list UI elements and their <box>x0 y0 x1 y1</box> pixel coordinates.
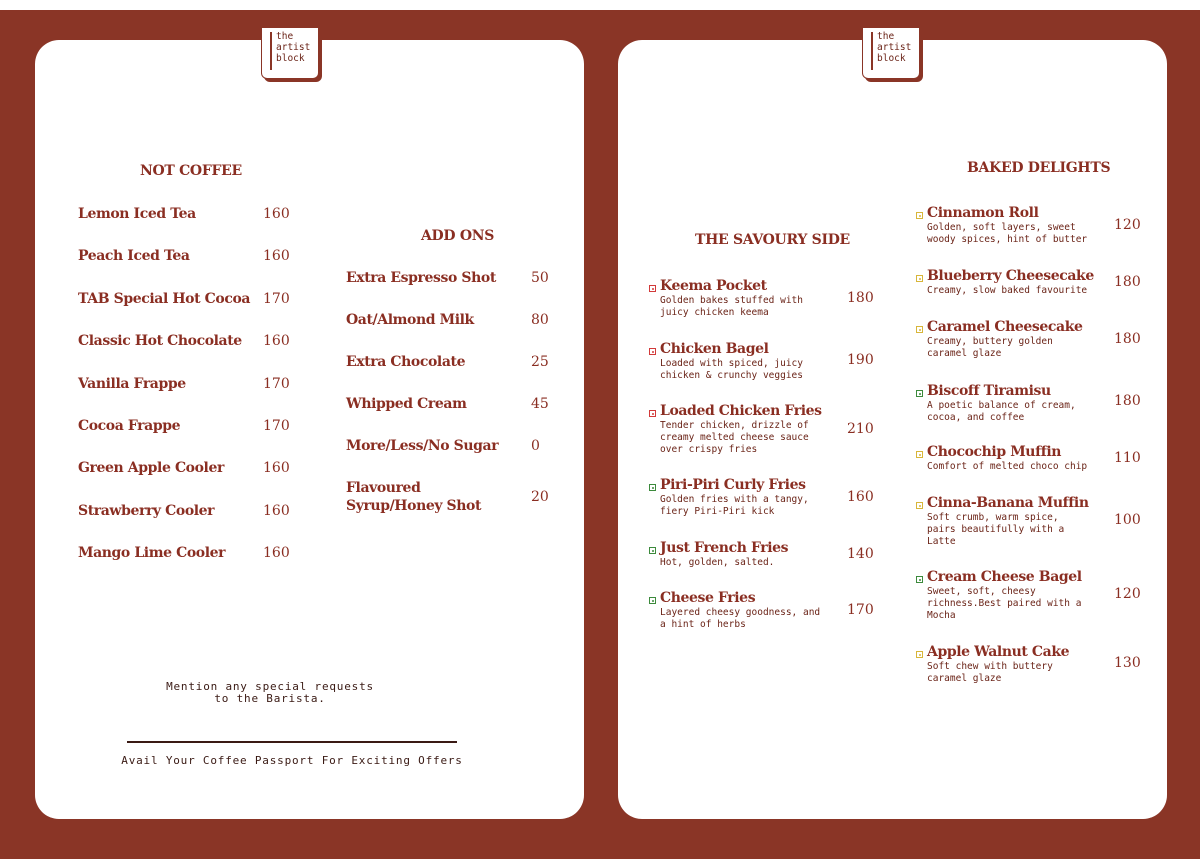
non-veg-icon <box>649 348 656 355</box>
logo-bar <box>871 32 873 70</box>
menu-item-price: 180 <box>1114 274 1141 290</box>
veg-icon <box>649 547 656 554</box>
add-on-price: 20 <box>531 489 549 505</box>
menu-item-price: 170 <box>847 602 874 618</box>
menu-item-desc: Comfort of melted choco chip <box>927 461 1088 472</box>
add-on-price: 45 <box>531 396 549 412</box>
not-coffee-heading: NOT COFFEE <box>140 163 242 179</box>
menu-page-right <box>618 31 1167 819</box>
menu-item-price: 180 <box>847 290 874 306</box>
menu-item-price: 160 <box>263 503 290 519</box>
egg-icon <box>916 212 923 219</box>
menu-item-desc: Creamy, buttery golden caramel glaze <box>927 336 1053 359</box>
menu-item-name: Cinna-Banana Muffin <box>927 495 1089 511</box>
menu-item-name: Biscoff Tiramisu <box>927 383 1051 399</box>
menu-item-desc: Soft crumb, warm spice, pairs beautifully with a Latte <box>927 512 1065 547</box>
logo-text: the artist block <box>877 31 912 64</box>
menu-item-name: Cream Cheese Bagel <box>927 569 1082 585</box>
menu-item-price: 160 <box>263 248 290 264</box>
coffee-passport-offer: Avail Your Coffee Passport For Exciting Offers <box>121 754 463 767</box>
menu-item-name: Chicken Bagel <box>660 341 769 357</box>
add-on-price: 25 <box>531 354 549 370</box>
menu-item-name: Mango Lime Cooler <box>78 545 226 561</box>
menu-item-name: Vanilla Frappe <box>78 376 186 392</box>
egg-icon <box>916 326 923 333</box>
menu-item-price: 170 <box>263 291 290 307</box>
menu-item-desc: Golden, soft layers, sweet woody spices, hint of butter <box>927 222 1088 245</box>
menu-item-desc: Hot, golden, salted. <box>660 557 775 568</box>
menu-page-left <box>35 31 584 819</box>
menu-item-price: 190 <box>847 352 874 368</box>
menu-item-name: TAB Special Hot Cocoa <box>78 291 251 307</box>
menu-item-price: 160 <box>263 545 290 561</box>
menu-item-price: 170 <box>263 418 290 434</box>
logo-bar <box>270 32 272 70</box>
menu-item-price: 100 <box>1114 512 1141 528</box>
menu-item-price: 160 <box>263 333 290 349</box>
veg-icon <box>649 597 656 604</box>
non-veg-icon <box>649 285 656 292</box>
menu-item-price: 160 <box>847 489 874 505</box>
menu-item-price: 120 <box>1114 217 1141 233</box>
menu-item-price: 110 <box>1114 450 1141 466</box>
menu-item-name: Chocochip Muffin <box>927 444 1062 460</box>
menu-item-price: 140 <box>847 546 874 562</box>
menu-item-price: 120 <box>1114 586 1141 602</box>
menu-item-name: Cocoa Frappe <box>78 418 181 434</box>
menu-item-desc: Creamy, slow baked favourite <box>927 285 1088 296</box>
menu-item-name: Blueberry Cheesecake <box>927 268 1094 284</box>
menu-item-desc: Loaded with spiced, juicy chicken & crunchy veggies <box>660 358 803 381</box>
menu-item-name: Cheese Fries <box>660 590 756 606</box>
brand-logo <box>862 28 920 79</box>
add-ons-heading: ADD ONS <box>421 228 495 244</box>
savoury-side-heading: THE SAVOURY SIDE <box>695 232 850 248</box>
add-on-price: 50 <box>531 270 549 286</box>
footer-divider <box>127 741 457 743</box>
menu-item-price: 180 <box>1114 331 1141 347</box>
non-veg-icon <box>649 410 656 417</box>
menu-item-desc: A poetic balance of cream, cocoa, and coffee <box>927 400 1076 423</box>
menu-item-desc: Soft chew with buttery caramel glaze <box>927 661 1053 684</box>
veg-icon <box>649 484 656 491</box>
egg-icon <box>916 451 923 458</box>
add-on-name: Extra Chocolate <box>346 354 466 370</box>
menu-item-price: 210 <box>847 421 874 437</box>
menu-item-price: 170 <box>263 376 290 392</box>
menu-item-desc: Golden bakes stuffed with juicy chicken keema <box>660 295 803 318</box>
add-on-name: Whipped Cream <box>346 396 467 412</box>
baked-delights-heading: BAKED DELIGHTS <box>967 160 1111 176</box>
menu-item-price: 160 <box>263 206 290 222</box>
menu-item-name: Caramel Cheesecake <box>927 319 1083 335</box>
menu-item-desc: Layered cheesy goodness, and a hint of herbs <box>660 607 821 630</box>
add-on-name: Flavoured Syrup/Honey Shot <box>346 480 482 514</box>
egg-icon <box>916 502 923 509</box>
menu-item-name: Green Apple Cooler <box>78 460 224 476</box>
add-on-price: 0 <box>531 438 540 454</box>
add-on-name: More/Less/No Sugar <box>346 438 499 454</box>
logo-text: the artist block <box>276 31 311 64</box>
menu-item-name: Piri-Piri Curly Fries <box>660 477 806 493</box>
menu-item-name: Peach Iced Tea <box>78 248 190 264</box>
menu-item-name: Keema Pocket <box>660 278 767 294</box>
menu-item-name: Strawberry Cooler <box>78 503 215 519</box>
veg-icon <box>916 576 923 583</box>
menu-item-desc: Golden fries with a tangy, fiery Piri-Piri kick <box>660 494 809 517</box>
add-on-name: Extra Espresso Shot <box>346 270 496 286</box>
add-on-name: Oat/Almond Milk <box>346 312 474 328</box>
egg-icon <box>916 651 923 658</box>
veg-icon <box>916 390 923 397</box>
egg-icon <box>916 275 923 282</box>
menu-item-price: 180 <box>1114 393 1141 409</box>
add-on-price: 80 <box>531 312 549 328</box>
menu-item-price: 160 <box>263 460 290 476</box>
brand-logo <box>261 28 319 79</box>
menu-item-name: Apple Walnut Cake <box>927 644 1070 660</box>
menu-item-name: Loaded Chicken Fries <box>660 403 822 419</box>
menu-item-name: Cinnamon Roll <box>927 205 1039 221</box>
page-top-edge <box>0 0 1200 10</box>
menu-item-desc: Sweet, soft, cheesy richness.Best paired with a Mocha <box>927 586 1082 621</box>
special-requests-note: Mention any special requests to the Barista. <box>166 680 374 705</box>
menu-item-name: Just French Fries <box>660 540 789 556</box>
menu-item-name: Lemon Iced Tea <box>78 206 196 222</box>
menu-item-desc: Tender chicken, drizzle of creamy melted cheese sauce over crispy fries <box>660 420 809 455</box>
menu-item-price: 130 <box>1114 655 1141 671</box>
menu-item-name: Classic Hot Chocolate <box>78 333 242 349</box>
